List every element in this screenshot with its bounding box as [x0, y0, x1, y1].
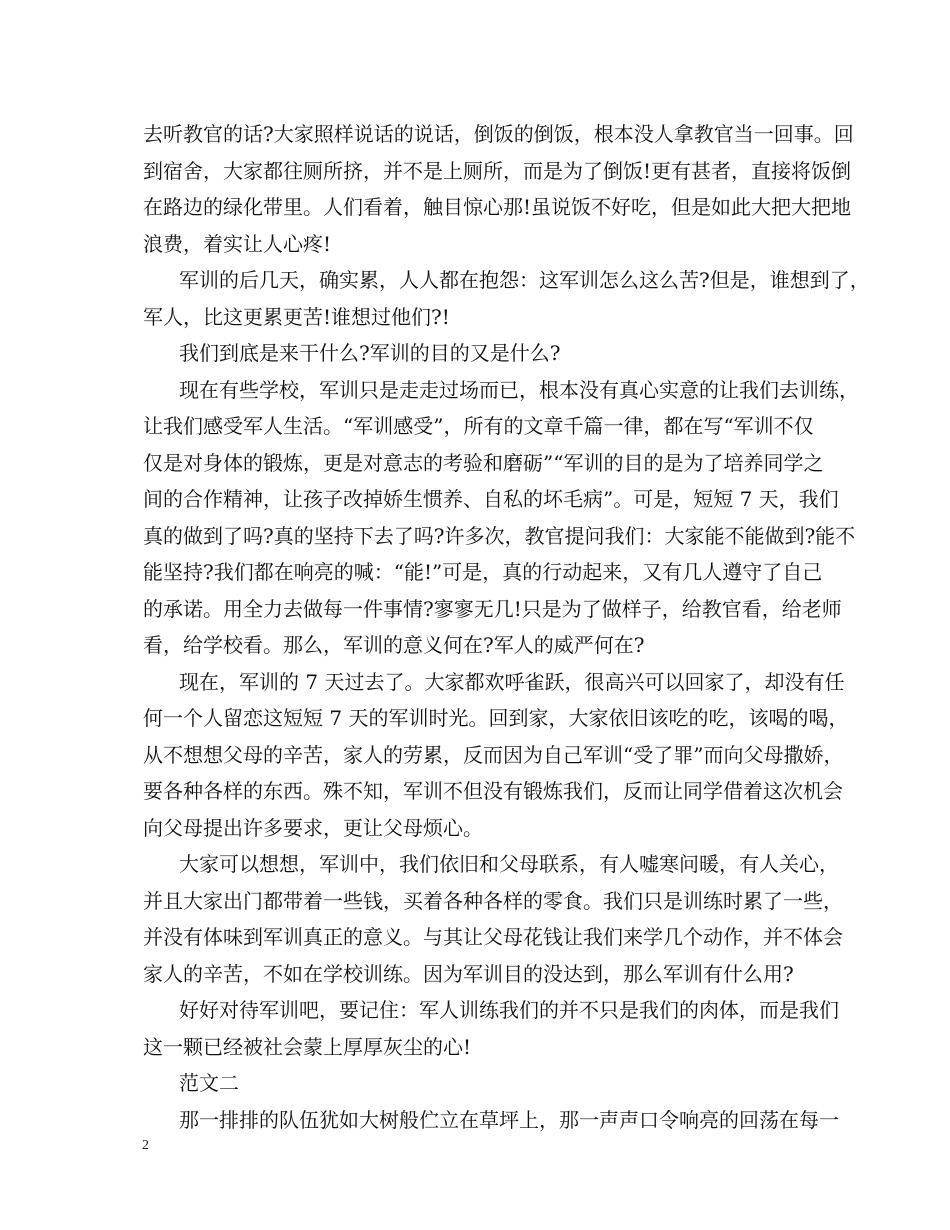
- text-line: 现在，军训的 7 天过去了。大家都欢呼雀跃，很高兴可以回家了，却没有任: [179, 669, 845, 694]
- text-line: 真的做到了吗?真的坚持下去了吗?许多次，教官提问我们：大家能不能做到?能不: [143, 523, 856, 548]
- text-line: 并没有体味到军训真正的意义。与其让父母花钱让我们来学几个动作，并不体会: [143, 925, 843, 949]
- text-line: 从不想想父母的辛苦，家人的劳累，反而因为自己军训“受了罪”而向父母撒娇，: [143, 742, 844, 767]
- text-line: 范文二: [179, 1071, 239, 1095]
- body-text: [143, 116, 870, 1138]
- text-line: 家人的辛苦，不如在学校训练。因为军训目的没达到，那么军训有什么用?: [143, 961, 794, 986]
- text-line: 要各种各样的东西。殊不知，军训不但没有锻炼我们，反而让同学借着这次机会: [143, 779, 843, 803]
- text-line: 仅是对身体的锻炼，更是对意志的考验和磨砺”“军训的目的是为了培养同学之: [143, 450, 824, 475]
- text-line: 这一颗已经被社会蒙上厚厚灰尘的心!: [143, 1034, 472, 1059]
- page-number: 2: [142, 1138, 149, 1153]
- text-line: 军训的后几天，确实累，人人都在抱怨：这军训怎么这么苦?但是，谁想到了，: [179, 268, 870, 292]
- text-line: 大家可以想想，军训中，我们依旧和父母联系，有人嘘寒问暖，有人关心，: [179, 852, 839, 876]
- text-line: 看，给学校看。那么，军训的意义何在?军人的威严何在?: [143, 633, 645, 657]
- text-line: 在路边的绿化带里。人们看着，触目惊心那!虽说饭不好吃，但是如此大把大把地: [143, 195, 852, 219]
- text-line: 到宿舍，大家都往厕所挤，并不是上厕所，而是为了倒饭!更有甚者，直接将饭倒: [143, 158, 852, 183]
- text-line: 何一个人留恋这短短 7 天的军训时光。回到家，大家依旧该吃的吃，该喝的喝，: [143, 706, 849, 730]
- text-line: 那一排排的队伍犹如大树般伫立在草坪上，那一声声口令响亮的回荡在每一: [179, 1107, 839, 1132]
- text-line: 好好对待军训吧，要记住：军人训练我们的并不只是我们的肉体，而是我们: [179, 998, 839, 1022]
- text-line: 向父母提出许多要求，更让父母烦心。: [143, 815, 483, 840]
- text-line: 去听教官的话?大家照样说话的说话，倒饭的倒饭，根本没人拿教官当一回事。回: [143, 122, 854, 146]
- text-line: 我们到底是来干什么?军训的目的又是什么?: [179, 341, 561, 365]
- text-line: 间的合作精神，让孩子改掉娇生惯养、自私的坏毛病”。可是，短短 7 天，我们: [143, 487, 839, 511]
- text-line: 并且大家出门都带着一些钱，买着各种各样的零食。我们只是训练时累了一些，: [143, 888, 843, 913]
- text-line: 能坚持?我们都在响亮的喊：“能!”可是，真的行动起来，又有几人遵守了自己: [143, 560, 823, 584]
- text-line: 浪费，着实让人心疼!: [143, 231, 332, 256]
- text-line: 现在有些学校，军训只是走走过场而已，根本没有真心实意的让我们去训练，: [179, 377, 859, 402]
- text-line: 军人，比这更累更苦!谁想过他们?!: [143, 304, 450, 329]
- text-line: 的承诺。用全力去做每一件事情?寥寥无几!只是为了做样子，给教官看，给老师: [143, 596, 842, 621]
- text-line: 让我们感受军人生活。“军训感受”，所有的文章千篇一律，都在写“军训不仅: [143, 414, 814, 438]
